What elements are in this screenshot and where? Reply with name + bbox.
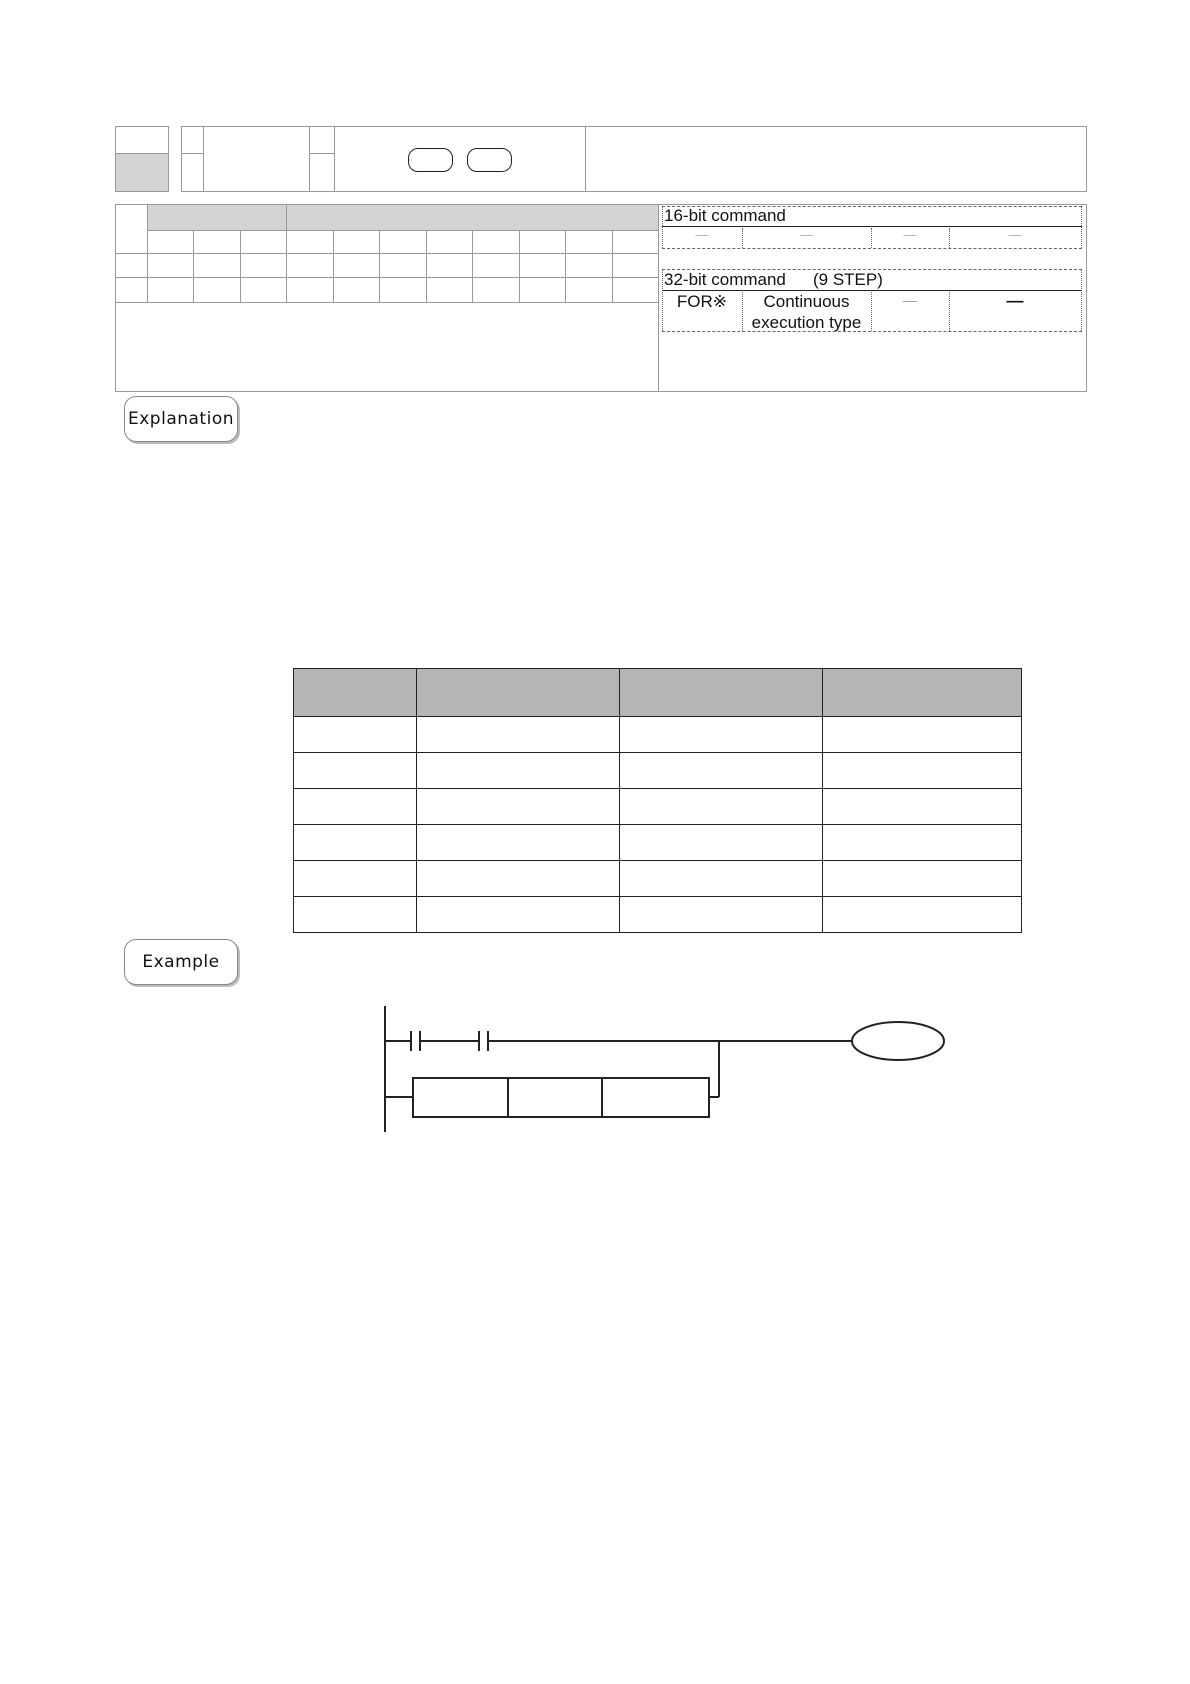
cmd32-vsep-4 [1081,269,1082,331]
ladder-diagram [370,1000,950,1140]
cmd32-exec-line2: execution type [751,313,862,332]
table-row [294,825,1022,861]
cmd16-dash-1: — [695,227,709,242]
operand-pill-2 [467,148,512,172]
cmd32-bottom-dash [662,331,1082,332]
header-operands-cell [334,126,586,192]
header-function-cell [585,126,1087,192]
cmd32-mnemonic: FOR※ [676,292,728,311]
header-api-shaded-cell [115,153,169,192]
header-small-cell-4 [309,153,335,192]
header-small-cell-1 [181,126,204,154]
table-row [294,897,1022,933]
cmd16-vsep-4 [1081,206,1082,248]
output-coil [852,1022,944,1060]
header-small-cell-3 [309,126,335,154]
instruction-box-1 [413,1078,508,1117]
cmd32-dash-1: — [903,292,917,308]
cmd16-heading: 16-bit command [664,206,786,225]
explanation-table [293,668,1022,933]
header-small-cell-2 [181,153,204,192]
cmd16-dash-2: — [800,227,813,242]
cmd16-bottom-dash [662,248,1082,249]
panel-divider [658,204,659,392]
table-row [294,717,1022,753]
device-notes-area [116,302,658,390]
header-mnemonic-cell [203,126,310,192]
header-api-number-cell [115,126,169,154]
device-table [115,204,659,303]
table-row [294,753,1022,789]
table-row [294,789,1022,825]
cmd32-dash-2: — [1006,291,1024,310]
instruction-box-3 [602,1078,709,1117]
cmd16-dash-3: — [903,227,917,242]
table-header-row [294,669,1022,717]
cmd32-heading: 32-bit command [664,270,786,289]
cmd16-dash-4: — [1008,227,1022,242]
instruction-box-2 [508,1078,602,1117]
cmd32-exec-line1: Continuous [763,292,850,311]
cmd32-step: (9 STEP) [813,270,883,289]
example-label: Example [124,939,238,985]
explanation-label: Explanation [124,396,238,442]
operand-pill-1 [408,148,453,172]
table-row [294,861,1022,897]
